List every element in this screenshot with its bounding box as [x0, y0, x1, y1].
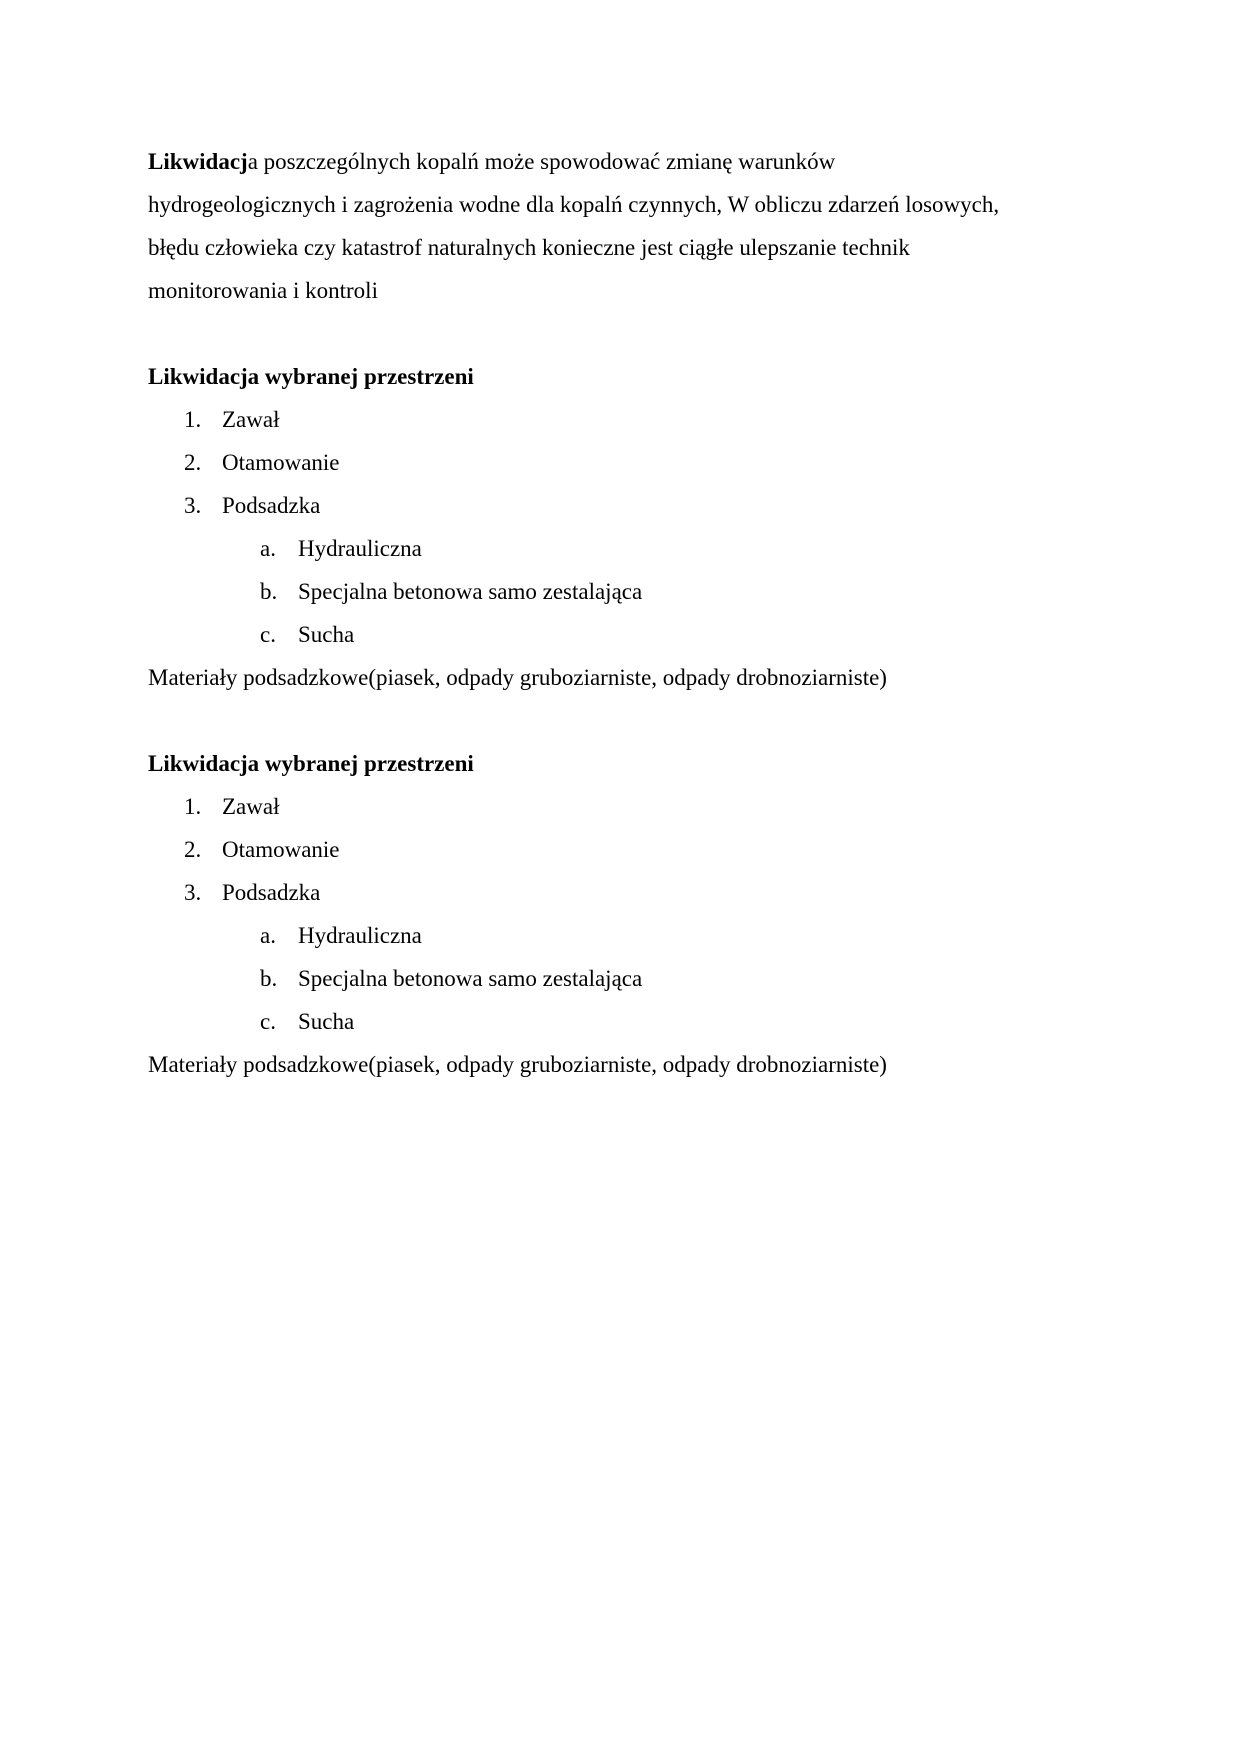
sub-list-item-label: Sucha: [298, 622, 355, 647]
sub-list-marker: c.: [260, 622, 276, 647]
intro-line-2: hydrogeologicznych i zagrożenia wodne dla kopalń czynnych, W obliczu zdarzeń losowych,: [148, 192, 1000, 217]
intro-paragraph: [148, 140, 1088, 312]
sub-list-item-label: Sucha: [298, 1009, 355, 1034]
sub-list-item: [148, 1000, 1088, 1043]
list-item: [148, 828, 1088, 871]
list-marker: 2.: [184, 837, 202, 862]
sub-list-item: [148, 613, 1088, 656]
section-1: [148, 355, 1088, 699]
materials-line: Materiały podsadzkowe(piasek, odpady gruboziarniste, odpady drobnoziarniste): [148, 1052, 887, 1077]
sub-list: [148, 527, 1088, 656]
list-marker: 3.: [184, 880, 202, 905]
list-item-label: Podsadzka: [222, 493, 321, 518]
list-item: [148, 441, 1088, 484]
section-title: Likwidacja wybranej przestrzeni: [148, 364, 474, 389]
numbered-list: [148, 785, 1088, 914]
list-item: [148, 484, 1088, 527]
intro-line-1: [148, 140, 1088, 183]
sub-list-item-label: Hydrauliczna: [298, 536, 422, 561]
list-marker: 3.: [184, 493, 202, 518]
sub-list-item: [148, 957, 1088, 1000]
sub-list-item-label: Hydrauliczna: [298, 923, 422, 948]
intro-line-3: błędu człowieka czy katastrof naturalnych konieczne jest ciągłe ulepszanie technik: [148, 235, 910, 260]
intro-bold-term: Likwidacj: [148, 149, 248, 174]
sub-list-marker: a.: [260, 923, 276, 948]
sub-list-marker: b.: [260, 579, 278, 604]
list-item: [148, 871, 1088, 914]
list-marker: 1.: [184, 794, 202, 819]
list-item-label: Otamowanie: [222, 450, 340, 475]
list-marker: 1.: [184, 407, 202, 432]
numbered-list: [148, 398, 1088, 527]
sub-list: [148, 914, 1088, 1043]
sub-list-item-label: Specjalna betonowa samo zestalająca: [298, 579, 643, 604]
intro-line-1-text: a poszczególnych kopalń może spowodować zmianę warunków: [247, 149, 836, 174]
intro-line-4: monitorowania i kontroli: [148, 278, 378, 303]
sub-list-item: [148, 570, 1088, 613]
sub-list-marker: c.: [260, 1009, 276, 1034]
sub-list-item: [148, 914, 1088, 957]
list-item-label: Zawał: [222, 794, 280, 819]
list-item: [148, 785, 1088, 828]
list-item-label: Zawał: [222, 407, 280, 432]
sub-list-item-label: Specjalna betonowa samo zestalająca: [298, 966, 643, 991]
section-title: Likwidacja wybranej przestrzeni: [148, 751, 474, 776]
list-item-label: Otamowanie: [222, 837, 340, 862]
sub-list-marker: a.: [260, 536, 276, 561]
materials-line: Materiały podsadzkowe(piasek, odpady gruboziarniste, odpady drobnoziarniste): [148, 665, 887, 690]
sub-list-marker: b.: [260, 966, 278, 991]
list-marker: 2.: [184, 450, 202, 475]
list-item: [148, 398, 1088, 441]
section-2: [148, 742, 1088, 1086]
list-item-label: Podsadzka: [222, 880, 321, 905]
sub-list-item: [148, 527, 1088, 570]
document-content: [148, 140, 1088, 1086]
